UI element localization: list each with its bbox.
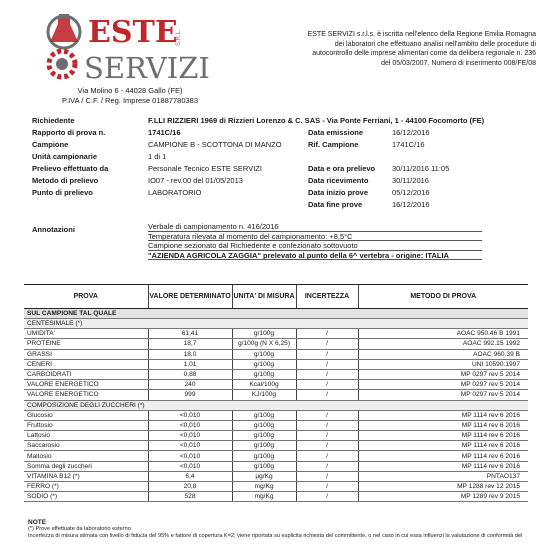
report-info bbox=[32, 116, 532, 212]
table-row bbox=[24, 441, 528, 451]
logo-text-bottom: SERVIZI bbox=[84, 51, 210, 85]
data-ricevimento-label: Data ricevimento bbox=[308, 176, 369, 185]
address-line1: Via Molino 6 - 44028 Gallo (FE) bbox=[77, 86, 183, 95]
cell-metodo: AOAC 950.46 B 1991 bbox=[358, 329, 528, 339]
gear-icon bbox=[49, 51, 75, 77]
cell-valore: 18,7 bbox=[148, 339, 232, 349]
cell-prova: PROTEINE bbox=[24, 339, 148, 349]
notes-title: NOTE bbox=[28, 519, 47, 526]
cell-incertezza: / bbox=[296, 461, 358, 471]
unita-value: 1 di 1 bbox=[148, 152, 167, 161]
data-fine-label: Data fine prove bbox=[308, 200, 363, 209]
unita-label: Unità campionarie bbox=[32, 152, 98, 161]
cell-metodo: MP 0297 rev 5 2014 bbox=[358, 369, 528, 379]
row-unita bbox=[32, 152, 532, 164]
cell-metodo: AOAC 992.15 1992 bbox=[358, 339, 528, 349]
cell-metodo: MP 0297 rev 5 2014 bbox=[358, 380, 528, 390]
cell-metodo: MP 0297 rev 5 2014 bbox=[358, 390, 528, 400]
prelievo-value: Personale Tecnico ESTE SERVIZI bbox=[148, 164, 262, 173]
table-row bbox=[24, 482, 528, 492]
cell-unita: g/100g bbox=[232, 431, 296, 441]
cell-metodo: MP 1114 rev 6 2016 bbox=[358, 410, 528, 420]
cell-incertezza: / bbox=[296, 492, 358, 502]
punto-value: LABORATORIO bbox=[148, 188, 202, 197]
cell-metodo: PNTAO137 bbox=[358, 471, 528, 481]
cell-unita: g/100g bbox=[232, 461, 296, 471]
cell-valore: 0,88 bbox=[148, 369, 232, 379]
annotazioni-label: Annotazioni bbox=[32, 225, 75, 234]
cell-metodo: MP 1114 rev 6 2016 bbox=[358, 431, 528, 441]
cell-valore: <0,010 bbox=[148, 451, 232, 461]
annotazione-line: "AZIENDA AGRICOLA ZAGGIA" prelevato al punto della 6^ vertebra - origine: ITALIA bbox=[148, 251, 482, 261]
cell-valore: 6,4 bbox=[148, 471, 232, 481]
cell-incertezza: / bbox=[296, 349, 358, 359]
cell-metodo: MP 1114 rev 6 2016 bbox=[358, 441, 528, 451]
header-incertezza: INCERTEZZA bbox=[296, 285, 358, 309]
metodo-value: IO07 - rev.00 del 01/05/2013 bbox=[148, 176, 243, 185]
company-logo bbox=[40, 8, 210, 86]
cell-unita: g/100g bbox=[232, 329, 296, 339]
cell-incertezza: / bbox=[296, 441, 358, 451]
cell-incertezza: / bbox=[296, 369, 358, 379]
metodo-label: Metodo di prelievo bbox=[32, 176, 99, 185]
row-richiedente bbox=[32, 116, 532, 128]
cell-prova: FERRO (*) bbox=[24, 482, 148, 492]
data-ricevimento-value: 30/11/2016 bbox=[392, 176, 429, 185]
row-punto bbox=[32, 188, 532, 200]
rapporto-label: Rapporto di prova n. bbox=[32, 128, 106, 137]
cell-incertezza: / bbox=[296, 339, 358, 349]
data-inizio-label: Data inizio prove bbox=[308, 188, 369, 197]
cell-prova: VALORE ENERGETICO bbox=[24, 380, 148, 390]
cell-prova: UMIDITA' bbox=[24, 329, 148, 339]
table-row bbox=[24, 369, 528, 379]
row-data-fine bbox=[32, 200, 532, 212]
table-row bbox=[24, 492, 528, 502]
cell-valore: 20,8 bbox=[148, 482, 232, 492]
cell-prova: Fruttosio bbox=[24, 420, 148, 430]
cell-valore: 240 bbox=[148, 380, 232, 390]
table-row bbox=[24, 329, 528, 339]
campione-value: CAMPIONE B - SCOTTONA DI MANZO bbox=[148, 140, 282, 149]
cell-unita: g/100g bbox=[232, 359, 296, 369]
table-header-row bbox=[24, 285, 528, 309]
cell-valore: <0,010 bbox=[148, 420, 232, 430]
row-metodo bbox=[32, 176, 532, 188]
cell-metodo: MP 1289 rev 9 2015 bbox=[358, 492, 528, 502]
section-title: SUL CAMPIONE TAL QUALE bbox=[24, 309, 528, 319]
subsection-centesimale: CENTESIMALE (*) bbox=[24, 319, 528, 329]
rapporto-value: 1741C/16 bbox=[148, 128, 181, 137]
cell-valore: 528 bbox=[148, 492, 232, 502]
cell-unita: g/100g bbox=[232, 349, 296, 359]
cell-prova: VITAMINA B12 (*) bbox=[24, 471, 148, 481]
punto-label: Punto di prelievo bbox=[32, 188, 93, 197]
annotazione-line: Temperatura rilevata al momento del campionamento: +8,5°C bbox=[148, 232, 482, 242]
certification-text: ESTE SERVIZI s.r.l.s. è iscritta nell'elenco della Regione Emilia Romagna dei laboratori che effettuano analisi nell'ambito delle procedure di autocontrollo delle imprese alimentari come da delibera regionale n. 236 del 05/03/2007. Numero di inserimento 008/FE/08 bbox=[307, 31, 536, 67]
logo-small: S.R.L. bbox=[176, 29, 182, 46]
logo-graphic bbox=[40, 8, 210, 86]
cell-incertezza: / bbox=[296, 410, 358, 420]
cell-incertezza: / bbox=[296, 329, 358, 339]
cell-incertezza: / bbox=[296, 471, 358, 481]
cell-incertezza: / bbox=[296, 359, 358, 369]
campione-label: Campione bbox=[32, 140, 69, 149]
row-campione bbox=[32, 140, 532, 152]
address-line2: P.IVA / C.F. / Reg. Imprese 01887780383 bbox=[61, 96, 199, 105]
header-valore: VALORE DETERMINATO bbox=[148, 285, 232, 309]
cell-incertezza: / bbox=[296, 390, 358, 400]
cell-incertezza: / bbox=[296, 431, 358, 441]
cell-metodo: MP 1288 rev 12 2015 bbox=[358, 482, 528, 492]
table-row bbox=[24, 349, 528, 359]
cell-unita: g/100g bbox=[232, 441, 296, 451]
cell-prova: Somma degli zuccheri bbox=[24, 461, 148, 471]
subsection-zuccheri: COMPOSIZIONE DEGLI ZUCCHERI (*) bbox=[24, 400, 528, 410]
richiedente-label: Richiedente bbox=[32, 116, 75, 125]
cell-valore: 999 bbox=[148, 390, 232, 400]
data-fine-value: 16/12/2016 bbox=[392, 200, 430, 209]
cell-unita: mg/Kg bbox=[232, 492, 296, 502]
table-row bbox=[24, 451, 528, 461]
cell-prova: Maltosio bbox=[24, 451, 148, 461]
cell-unita: g/100g bbox=[232, 451, 296, 461]
notes-block bbox=[28, 519, 538, 540]
cell-unita: Kcal/100g bbox=[232, 380, 296, 390]
cell-metodo: AOAC 960.39 B bbox=[358, 349, 528, 359]
data-ora-label: Data e ora prelievo bbox=[308, 164, 376, 173]
company-address bbox=[30, 86, 230, 106]
cell-prova: Lattosio bbox=[24, 431, 148, 441]
header-metodo: METODO DI PROVA bbox=[358, 285, 528, 309]
annotazione-line: Campione sezionato dal Richiedente e confezionato sottovuoto bbox=[148, 241, 482, 251]
cell-unita: g/100g (N X 6,25) bbox=[232, 339, 296, 349]
cell-valore: 18,0 bbox=[148, 349, 232, 359]
row-prelievo bbox=[32, 164, 532, 176]
results-table bbox=[24, 284, 528, 502]
data-ora-value: 30/11/2016 11:05 bbox=[392, 164, 450, 173]
cell-prova: CENERI bbox=[24, 359, 148, 369]
prelievo-label: Prelievo effettuato da bbox=[32, 164, 109, 173]
cell-metodo: MP 1114 rev 6 2016 bbox=[358, 461, 528, 471]
cell-valore: 1,01 bbox=[148, 359, 232, 369]
table-row bbox=[24, 410, 528, 420]
data-emissione-label: Data emissione bbox=[308, 128, 364, 137]
cell-prova: CARBOIDRATI bbox=[24, 369, 148, 379]
header-unita: UNITA' DI MISURA bbox=[232, 285, 296, 309]
cell-prova: GRASSI bbox=[24, 349, 148, 359]
table-row bbox=[24, 390, 528, 400]
table-row bbox=[24, 461, 528, 471]
cell-valore: <0,010 bbox=[148, 441, 232, 451]
cell-incertezza: / bbox=[296, 420, 358, 430]
header-prova: PROVA bbox=[24, 285, 148, 309]
annotazione-line: Verbale di campionamento n. 416/2016 bbox=[148, 222, 482, 232]
cell-valore: <0,010 bbox=[148, 431, 232, 441]
table-row bbox=[24, 359, 528, 369]
cell-prova: Saccarosio bbox=[24, 441, 148, 451]
section-row bbox=[24, 309, 528, 319]
cell-unita: mg/Kg bbox=[232, 482, 296, 492]
rif-campione-label: Rif. Campione bbox=[308, 140, 359, 149]
logo-text-top: ESTE bbox=[88, 15, 178, 50]
cell-unita: g/100g bbox=[232, 369, 296, 379]
cell-incertezza: / bbox=[296, 482, 358, 492]
subsection-row bbox=[24, 319, 528, 329]
table-row bbox=[24, 339, 528, 349]
richiedente-value: F.LLI RIZZIERI 1969 di Rizzieri Lorenzo & C. SAS - Via Ponte Ferriani, 1 - 44100 Focomorto (FE) bbox=[148, 116, 485, 125]
table-row bbox=[24, 420, 528, 430]
rif-campione-value: 1741C/16 bbox=[392, 140, 425, 149]
notes-line2: Incertezza di misura stimata con livello di fiducia del 95% e fattore di copertura K=2; viene riportata su esplicita richiesta del committente, o nel caso in cui essa influenzi la valutazione di conformità del bbox=[28, 533, 523, 539]
cell-valore: <0,010 bbox=[148, 461, 232, 471]
cell-unita: g/100g bbox=[232, 420, 296, 430]
cell-metodo: UNI 10590:1997 bbox=[358, 359, 528, 369]
data-inizio-value: 05/12/2016 bbox=[392, 188, 430, 197]
flask-icon bbox=[48, 14, 80, 48]
subsection-row bbox=[24, 400, 528, 410]
cell-incertezza: / bbox=[296, 451, 358, 461]
cell-unita: µg/Kg bbox=[232, 471, 296, 481]
row-rapporto bbox=[32, 128, 532, 140]
cell-unita: g/100g bbox=[232, 410, 296, 420]
annotazioni-lines bbox=[148, 222, 482, 260]
cell-valore: 61,41 bbox=[148, 329, 232, 339]
cell-unita: KJ/100g bbox=[232, 390, 296, 400]
cell-prova: SODIO (*) bbox=[24, 492, 148, 502]
table-row bbox=[24, 431, 528, 441]
cell-metodo: MP 1114 rev 6 2016 bbox=[358, 420, 528, 430]
data-emissione-value: 16/12/2016 bbox=[392, 128, 430, 137]
cell-incertezza: / bbox=[296, 380, 358, 390]
cell-valore: <0,010 bbox=[148, 410, 232, 420]
table-row bbox=[24, 380, 528, 390]
table-row bbox=[24, 471, 528, 481]
cell-metodo: MP 1114 rev 6 2016 bbox=[358, 451, 528, 461]
notes-line1: (*) Prove effettuate da laboratorio esterno bbox=[28, 526, 131, 532]
cell-prova: Glucosio bbox=[24, 410, 148, 420]
cell-prova: VALORE ENERGETICO bbox=[24, 390, 148, 400]
